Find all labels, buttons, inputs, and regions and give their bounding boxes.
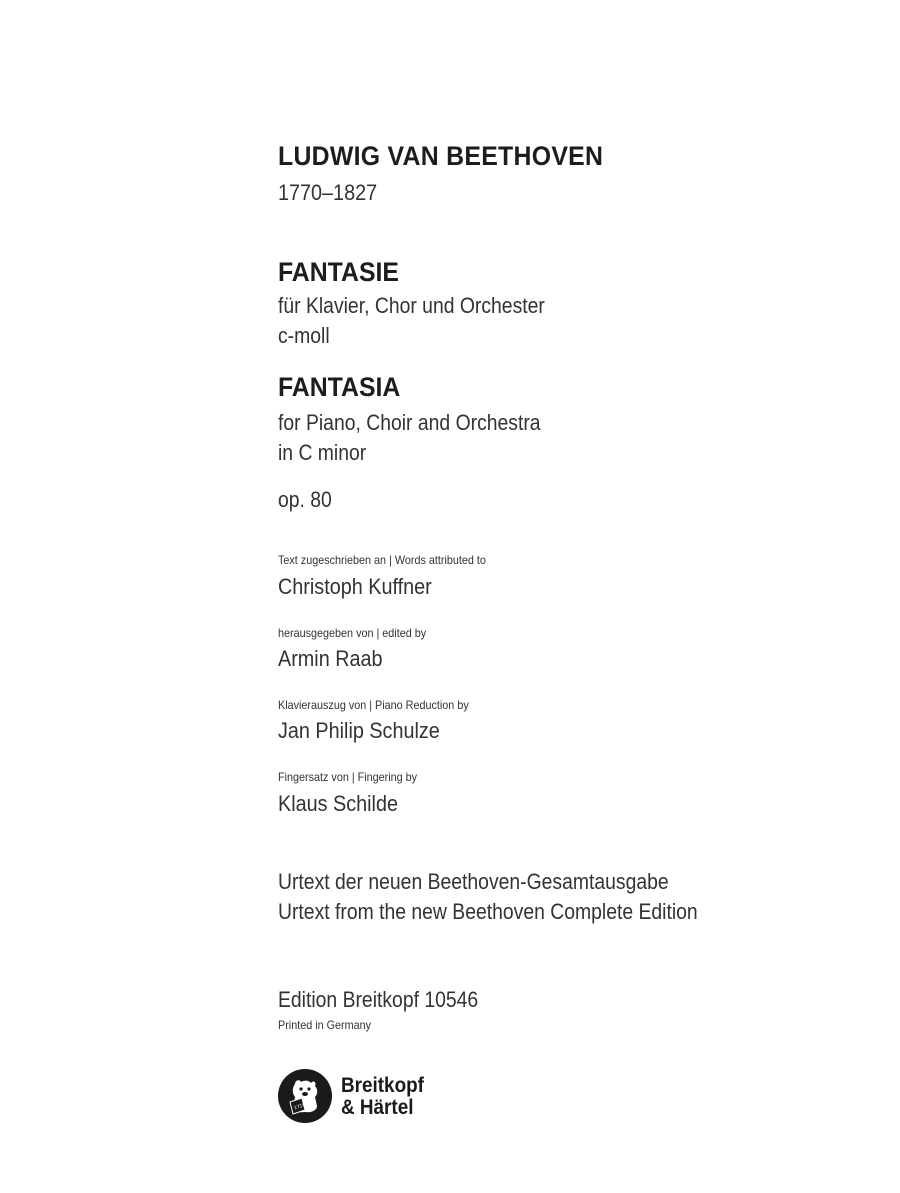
- printed-in: Printed in Germany: [278, 1018, 372, 1032]
- edition-number: Edition Breitkopf 10546: [278, 987, 479, 1012]
- work-key-en: in C minor: [278, 440, 367, 465]
- credit-label-text: Text zugeschrieben an | Words attributed to: [278, 553, 486, 567]
- composer-dates: 1770–1827: [278, 180, 378, 205]
- credit-label-editor: herausgegeben von | edited by: [278, 626, 427, 640]
- credit-name-fingering: Klaus Schilde: [278, 791, 398, 816]
- credit-name-text: Christoph Kuffner: [278, 574, 432, 599]
- logo-year: 1719: [293, 1103, 307, 1112]
- credit-name-editor: Armin Raab: [278, 646, 383, 671]
- work-title-de: FANTASIE: [278, 257, 399, 287]
- credit-label-fingering: Fingersatz von | Fingering by: [278, 770, 418, 784]
- urtext-line-de: Urtext der neuen Beethoven-Gesamtausgabe: [278, 869, 669, 894]
- work-title-en: FANTASIA: [278, 372, 401, 402]
- publisher-logo: [277, 1068, 457, 1128]
- work-subtitle-en: for Piano, Choir and Orchestra: [278, 410, 541, 435]
- bear-logo-icon: [277, 1068, 333, 1124]
- publisher-line1: Breitkopf: [341, 1074, 424, 1097]
- publisher-line2: & Härtel: [341, 1096, 414, 1119]
- work-key-de: c-moll: [278, 323, 330, 348]
- opus-number: op. 80: [278, 487, 332, 512]
- credit-name-piano-reduction: Jan Philip Schulze: [278, 718, 440, 743]
- composer-name: LUDWIG VAN BEETHOVEN: [278, 141, 604, 171]
- work-subtitle-de: für Klavier, Chor und Orchester: [278, 293, 545, 318]
- urtext-line-en: Urtext from the new Beethoven Complete Edition: [278, 899, 698, 924]
- credit-label-piano-reduction: Klavierauszug von | Piano Reduction by: [278, 698, 469, 712]
